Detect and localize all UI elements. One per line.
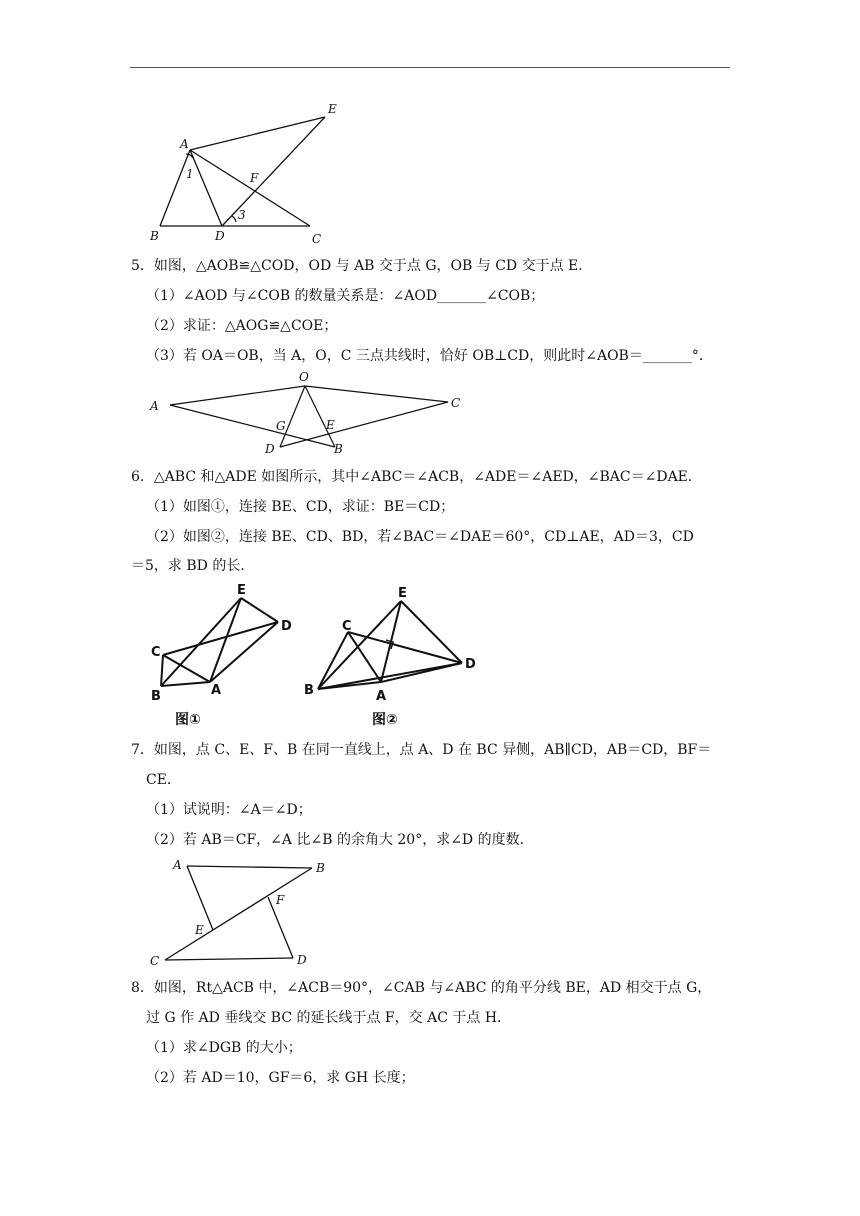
fig7-label-c: C [150, 954, 160, 968]
problem-5-q3: （3）若 OA＝OB，当 A，O，C 三点共线时，恰好 OB⊥CD，则此时∠AOB＝_______°． [146, 348, 713, 364]
problem-5-stem: 5．如图，△AOB≌△COD，OD 与 AB 交于点 G，OB 与 CD 交于点 E． [131, 258, 593, 274]
fig5-label-b: B [334, 442, 343, 456]
fig6-1-label-e: E [237, 583, 246, 598]
fig5-label-g: G [276, 419, 286, 433]
fig6-1-label-b: B [151, 689, 161, 704]
problem-7-stem: 7．如图，点 C、E、F、B 在同一直线上，点 A、D 在 BC 异侧，AB∥CD，AB＝CD，BF＝ [131, 742, 712, 758]
fig5-label-o: O [299, 370, 309, 384]
figure-6-2-caption: 图② [372, 712, 398, 728]
problem-5-q2: （2）求证：△AOG≌△COE； [146, 318, 338, 334]
fig6-1-label-a: A [211, 683, 222, 698]
fig7-label-a: A [173, 858, 182, 872]
fig6-2-label-a: A [376, 689, 387, 704]
fig5-label-a: A [150, 399, 159, 413]
problem-8-stem-cont: 过 G 作 AD 垂线交 BC 的延长线于点 F，交 AC 于点 H． [146, 1010, 512, 1026]
fig4-label-1: 1 [186, 167, 194, 181]
problem-7-q1: （1）试说明：∠A＝∠D； [146, 802, 312, 818]
fig5-label-e: E [326, 418, 335, 432]
problem-7-q2: （2）若 AB＝CF，∠A 比∠B 的余角大 20°，求∠D 的度数． [146, 832, 534, 848]
fig7-label-e: E [195, 923, 204, 937]
fig6-2-label-d: D [465, 657, 476, 672]
fig4-label-d: D [215, 229, 225, 243]
fig4-label-a: A [180, 137, 189, 151]
problem-6-stem: 6．△ABC 和△ADE 如图所示，其中∠ABC＝∠ACB，∠ADE＝∠AED，∠BAC＝∠DAE． [131, 469, 702, 485]
fig7-label-d: D [297, 953, 307, 967]
problem-6-q1: （1）如图①，连接 BE、CD，求证：BE＝CD； [146, 499, 455, 515]
fig5-label-d: D [265, 442, 275, 456]
fig7-label-f: F [276, 893, 285, 907]
problem-8-stem: 8．如图，Rt△ACB 中，∠ACB＝90°，∠CAB 与∠ABC 的角平分线 BE，AD 相交于点 G， [131, 980, 712, 996]
fig4-label-3: 3 [238, 208, 246, 222]
fig6-2-label-c: C [342, 619, 352, 634]
fig7-label-b: B [316, 861, 325, 875]
fig6-2-label-b: B [304, 683, 314, 698]
fig6-1-label-d: D [281, 619, 292, 634]
fig4-label-b: B [150, 229, 159, 243]
fig4-label-f: F [250, 171, 259, 185]
problem-5-q1: （1）∠AOD 与∠COB 的数量关系是：∠AOD_______∠COB； [146, 288, 545, 304]
fig4-label-c: C [312, 232, 322, 246]
problem-8-q2: （2）若 AD＝10，GF＝6，求 GH 长度； [146, 1070, 415, 1086]
problem-6-q2-cont: ＝5，求 BD 的长． [131, 558, 255, 574]
fig6-1-label-c: C [151, 645, 161, 660]
fig5-label-c: C [451, 396, 461, 410]
fig4-label-e: E [328, 102, 337, 116]
fig6-2-label-e: E [398, 586, 407, 601]
problem-6-q2: （2）如图②，连接 BE、CD、BD，若∠BAC＝∠DAE＝60°，CD⊥AE，AD＝3，CD [146, 529, 694, 545]
problem-8-q1: （1）求∠DGB 的大小； [146, 1040, 302, 1056]
problem-7-stem-cont: CE． [146, 772, 181, 788]
figure-6-1-caption: 图① [175, 712, 201, 728]
